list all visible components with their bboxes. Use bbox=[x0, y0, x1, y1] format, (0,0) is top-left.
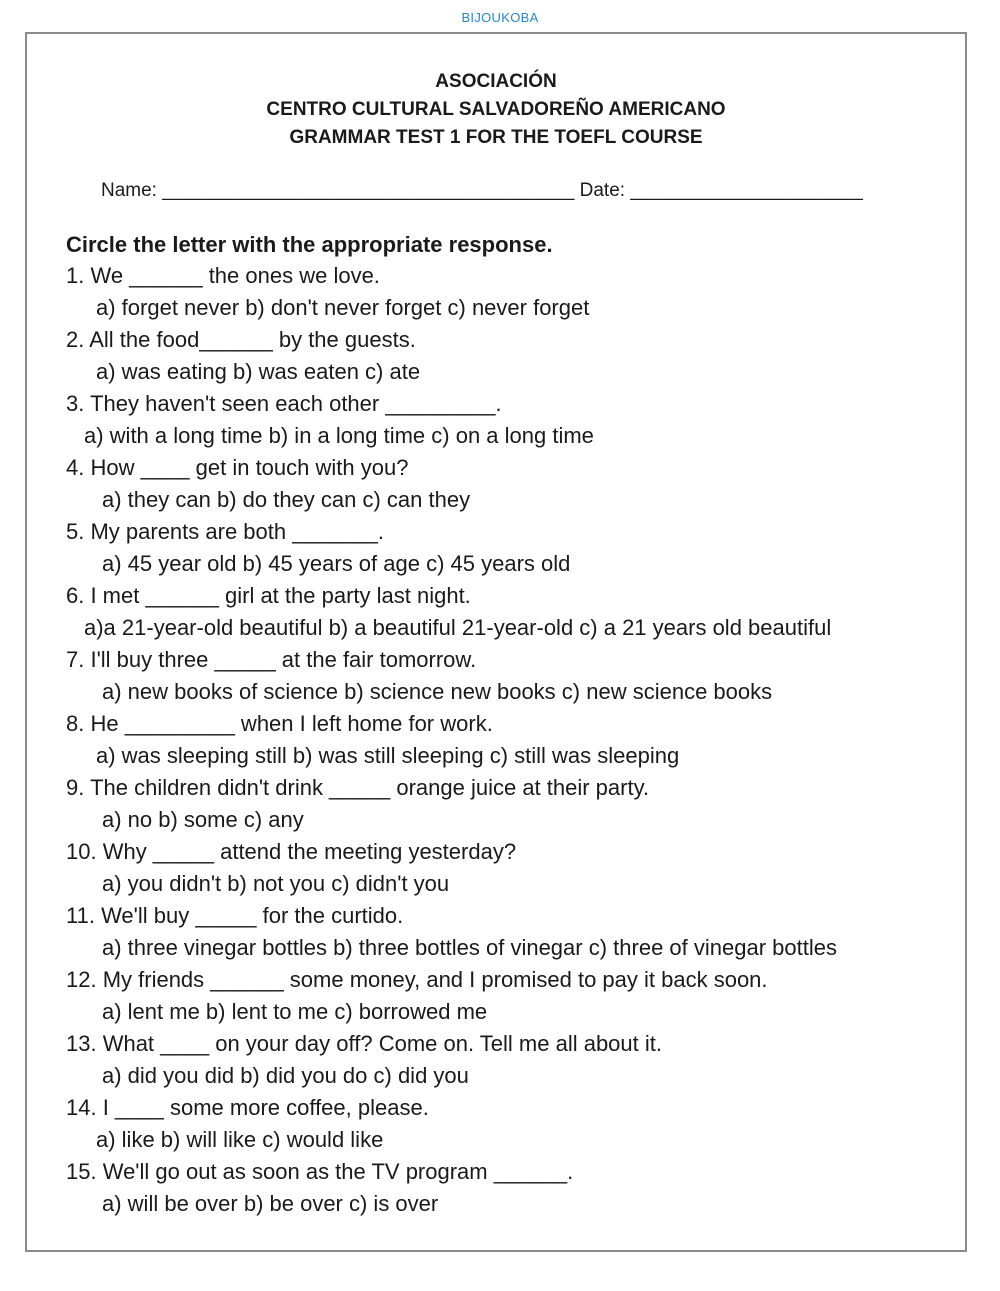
question-options[interactable]: a) forget never b) don't never forget c) never forget bbox=[96, 295, 590, 320]
question-stem: 9. The children didn't drink _____ orange juice at their party. bbox=[66, 775, 650, 800]
question-4 bbox=[66, 452, 837, 516]
header bbox=[27, 68, 965, 152]
date-field[interactable]: Date: ______________________ bbox=[579, 180, 863, 201]
question-options[interactable]: a) will be over b) be over c) is over bbox=[102, 1191, 439, 1216]
question-list bbox=[66, 260, 837, 1220]
question-options[interactable]: a) three vinegar bottles b) three bottles of vinegar c) three of vinegar bottles bbox=[102, 935, 837, 960]
question-stem: 3. They haven't seen each other _________. bbox=[66, 391, 502, 416]
question-13 bbox=[66, 1028, 837, 1092]
question-options[interactable]: a) they can b) do they can c) can they bbox=[102, 487, 471, 512]
question-stem: 15. We'll go out as soon as the TV program ______. bbox=[66, 1159, 574, 1184]
question-options[interactable]: a) new books of science b) science new books c) new science books bbox=[102, 679, 773, 704]
header-line-3: GRAMMAR TEST 1 FOR THE TOEFL COURSE bbox=[289, 127, 703, 148]
question-stem: 13. What ____ on your day off? Come on. Tell me all about it. bbox=[66, 1031, 662, 1056]
watermark: BIJOUKOBA bbox=[461, 10, 539, 25]
question-options[interactable]: a) you didn't b) not you c) didn't you bbox=[102, 871, 450, 896]
question-options[interactable]: a) like b) will like c) would like bbox=[96, 1127, 384, 1152]
question-options[interactable]: a) 45 year old b) 45 years of age c) 45 years old bbox=[102, 551, 571, 576]
question-10 bbox=[66, 836, 837, 900]
question-7 bbox=[66, 644, 837, 708]
question-3 bbox=[66, 388, 837, 452]
name-field[interactable]: Name: _______________________________________ bbox=[101, 180, 575, 201]
question-options[interactable]: a)a 21-year-old beautiful b) a beautiful 21-year-old c) a 21 years old beautiful bbox=[84, 615, 832, 640]
question-stem: 14. I ____ some more coffee, please. bbox=[66, 1095, 429, 1120]
question-1 bbox=[66, 260, 837, 324]
question-11 bbox=[66, 900, 837, 964]
worksheet bbox=[25, 32, 967, 1252]
question-stem: 11. We'll buy _____ for the curtido. bbox=[66, 903, 404, 928]
question-15 bbox=[66, 1156, 837, 1220]
question-stem: 4. How ____ get in touch with you? bbox=[66, 455, 409, 480]
question-options[interactable]: a) did you did b) did you do c) did you bbox=[102, 1063, 469, 1088]
question-9 bbox=[66, 772, 837, 836]
question-stem: 5. My parents are both _______. bbox=[66, 519, 384, 544]
question-stem: 8. He _________ when I left home for work. bbox=[66, 711, 493, 736]
question-options[interactable]: a) lent me b) lent to me c) borrowed me bbox=[102, 999, 488, 1024]
instruction: Circle the letter with the appropriate response. bbox=[66, 232, 553, 257]
question-options[interactable]: a) with a long time b) in a long time c) on a long time bbox=[84, 423, 594, 448]
question-options[interactable]: a) was sleeping still b) was still sleeping c) still was sleeping bbox=[96, 743, 680, 768]
question-5 bbox=[66, 516, 837, 580]
question-12 bbox=[66, 964, 837, 1028]
question-stem: 7. I'll buy three _____ at the fair tomorrow. bbox=[66, 647, 477, 672]
question-stem: 10. Why _____ attend the meeting yesterday? bbox=[66, 839, 517, 864]
question-options[interactable]: a) was eating b) was eaten c) ate bbox=[96, 359, 421, 384]
question-options[interactable]: a) no b) some c) any bbox=[102, 807, 304, 832]
question-stem: 12. My friends ______ some money, and I promised to pay it back soon. bbox=[66, 967, 768, 992]
header-line-2: CENTRO CULTURAL SALVADOREÑO AMERICANO bbox=[266, 99, 726, 120]
question-14 bbox=[66, 1092, 837, 1156]
header-line-1: ASOCIACIÓN bbox=[435, 71, 557, 92]
name-date-fields bbox=[101, 180, 863, 202]
question-stem: 6. I met ______ girl at the party last night. bbox=[66, 583, 471, 608]
question-6 bbox=[66, 580, 837, 644]
question-2 bbox=[66, 324, 837, 388]
question-8 bbox=[66, 708, 837, 772]
question-stem: 1. We ______ the ones we love. bbox=[66, 263, 380, 288]
question-stem: 2. All the food______ by the guests. bbox=[66, 327, 416, 352]
